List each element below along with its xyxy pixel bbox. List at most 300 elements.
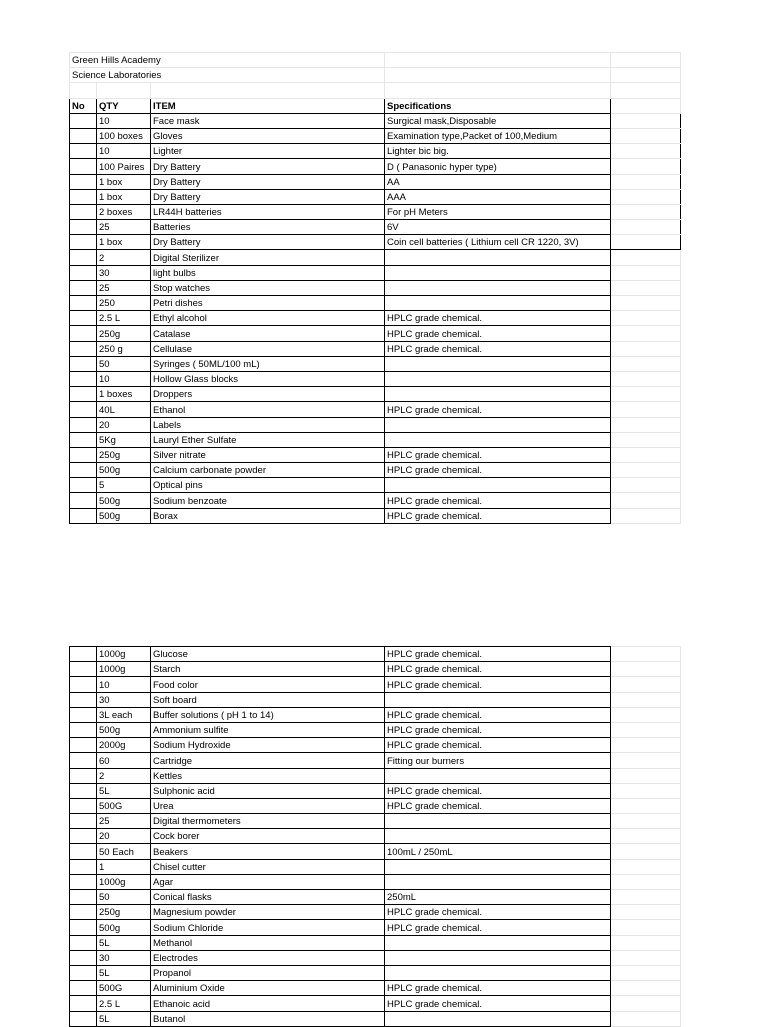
table-row	[70, 935, 681, 950]
row-spec-cell: HPLC grade chemical.	[385, 783, 611, 798]
row-spec-cell	[385, 265, 611, 280]
row-spec-cell: HPLC grade chemical.	[385, 798, 611, 813]
row-qty-cell: 5L	[97, 783, 151, 798]
row-no-cell	[70, 783, 97, 798]
row-item-cell: Starch	[151, 662, 385, 677]
row-no-cell	[70, 280, 97, 295]
row-no-cell	[70, 174, 97, 189]
table-row	[70, 402, 681, 417]
row-item-cell: Petri dishes	[151, 296, 385, 311]
row-no-cell	[70, 996, 97, 1011]
row-spec-cell: HPLC grade chemical.	[385, 402, 611, 417]
row-no-cell	[70, 829, 97, 844]
row-item-cell: Propanol	[151, 965, 385, 980]
row-no-cell	[70, 311, 97, 326]
row-spec-cell	[385, 935, 611, 950]
table-row	[70, 128, 681, 143]
empty-cell	[611, 996, 681, 1011]
table-row	[70, 920, 681, 935]
empty-cell	[611, 508, 681, 523]
row-item-cell: Digital Sterilizer	[151, 250, 385, 265]
empty-cell	[611, 905, 681, 920]
row-no-cell	[70, 738, 97, 753]
empty-cell	[611, 722, 681, 737]
table-row	[70, 677, 681, 692]
row-spec-cell	[385, 250, 611, 265]
row-item-cell: Lighter	[151, 144, 385, 159]
row-qty-cell: 2000g	[97, 738, 151, 753]
table-row	[70, 859, 681, 874]
row-spec-cell	[385, 478, 611, 493]
row-no-cell	[70, 113, 97, 128]
table-row	[70, 965, 681, 980]
row-spec-cell	[385, 417, 611, 432]
row-qty-cell: 30	[97, 950, 151, 965]
column-header-no: No	[70, 98, 97, 113]
row-qty-cell: 40L	[97, 402, 151, 417]
row-spec-cell: HPLC grade chemical.	[385, 920, 611, 935]
table-row	[70, 783, 681, 798]
row-spec-cell: D ( Panasonic hyper type)	[385, 159, 611, 174]
empty-cell	[611, 463, 681, 478]
row-item-cell: Agar	[151, 874, 385, 889]
row-item-cell: Sulphonic acid	[151, 783, 385, 798]
empty-cell	[611, 387, 681, 402]
table-row	[70, 647, 681, 662]
empty-cell	[611, 311, 681, 326]
row-qty-cell: 10	[97, 371, 151, 386]
column-header-qty: QTY	[97, 98, 151, 113]
spacer-row	[70, 83, 681, 98]
row-qty-cell: 500g	[97, 493, 151, 508]
row-spec-cell: HPLC grade chemical.	[385, 311, 611, 326]
row-spec-cell	[385, 280, 611, 295]
row-no-cell	[70, 159, 97, 174]
row-item-cell: Soft board	[151, 692, 385, 707]
empty-cell	[611, 447, 681, 462]
row-qty-cell: 500g	[97, 722, 151, 737]
row-no-cell	[70, 753, 97, 768]
table-row	[70, 341, 681, 356]
row-spec-cell: AAA	[385, 189, 611, 204]
table-row	[70, 432, 681, 447]
row-qty-cell: 20	[97, 417, 151, 432]
row-no-cell	[70, 844, 97, 859]
row-spec-cell: 100mL / 250mL	[385, 844, 611, 859]
row-item-cell: Ammonium sulfite	[151, 722, 385, 737]
inventory-table-2	[69, 646, 681, 1027]
row-item-cell: Cellulase	[151, 341, 385, 356]
row-item-cell: Dry Battery	[151, 159, 385, 174]
row-item-cell: Sodium Hydroxide	[151, 738, 385, 753]
empty-cell	[611, 128, 681, 143]
table-row	[70, 250, 681, 265]
table-row	[70, 387, 681, 402]
row-spec-cell: HPLC grade chemical.	[385, 722, 611, 737]
row-qty-cell: 2	[97, 250, 151, 265]
empty-cell	[611, 144, 681, 159]
empty-cell	[611, 296, 681, 311]
row-spec-cell: HPLC grade chemical.	[385, 341, 611, 356]
row-item-cell: Magnesium powder	[151, 905, 385, 920]
row-spec-cell: HPLC grade chemical.	[385, 647, 611, 662]
empty-cell	[611, 280, 681, 295]
header-row-school	[70, 53, 681, 68]
empty-cell	[611, 356, 681, 371]
row-no-cell	[70, 493, 97, 508]
empty-cell	[611, 738, 681, 753]
row-qty-cell: 1000g	[97, 874, 151, 889]
table-row	[70, 798, 681, 813]
row-item-cell: Droppers	[151, 387, 385, 402]
empty-cell	[611, 829, 681, 844]
row-item-cell: Labels	[151, 417, 385, 432]
row-spec-cell	[385, 859, 611, 874]
table-row	[70, 814, 681, 829]
empty-cell	[611, 159, 681, 174]
table-row	[70, 113, 681, 128]
table-row	[70, 950, 681, 965]
empty-cell	[611, 783, 681, 798]
row-qty-cell: 25	[97, 814, 151, 829]
row-no-cell	[70, 905, 97, 920]
row-no-cell	[70, 402, 97, 417]
row-no-cell	[70, 341, 97, 356]
row-qty-cell: 1000g	[97, 662, 151, 677]
empty-cell	[611, 402, 681, 417]
empty-cell	[611, 753, 681, 768]
row-no-cell	[70, 432, 97, 447]
row-no-cell	[70, 371, 97, 386]
table-row	[70, 296, 681, 311]
row-no-cell	[70, 707, 97, 722]
row-spec-cell: HPLC grade chemical.	[385, 447, 611, 462]
row-spec-cell: Lighter bic big.	[385, 144, 611, 159]
row-no-cell	[70, 859, 97, 874]
row-qty-cell: 5L	[97, 1011, 151, 1026]
empty-cell	[611, 965, 681, 980]
row-item-cell: Syringes ( 50ML/100 mL)	[151, 356, 385, 371]
table-row	[70, 144, 681, 159]
row-item-cell: Gloves	[151, 128, 385, 143]
empty-cell	[611, 250, 681, 265]
row-qty-cell: 500g	[97, 920, 151, 935]
row-spec-cell: Examination type,Packet of 100,Medium	[385, 128, 611, 143]
empty-cell	[611, 950, 681, 965]
table-row	[70, 707, 681, 722]
row-qty-cell: 1 box	[97, 174, 151, 189]
row-item-cell: Aluminium Oxide	[151, 981, 385, 996]
row-item-cell: Dry Battery	[151, 189, 385, 204]
row-spec-cell: HPLC grade chemical.	[385, 662, 611, 677]
row-no-cell	[70, 722, 97, 737]
table-row	[70, 890, 681, 905]
school-name: Green Hills Academy	[70, 53, 385, 68]
header-row-department	[70, 68, 681, 83]
row-item-cell: light bulbs	[151, 265, 385, 280]
table-row	[70, 189, 681, 204]
row-no-cell	[70, 417, 97, 432]
table-row	[70, 662, 681, 677]
row-no-cell	[70, 874, 97, 889]
row-no-cell	[70, 189, 97, 204]
table-row	[70, 844, 681, 859]
row-no-cell	[70, 387, 97, 402]
empty-cell	[611, 647, 681, 662]
row-item-cell: Batteries	[151, 220, 385, 235]
row-no-cell	[70, 965, 97, 980]
table-row	[70, 463, 681, 478]
inventory-sheet-top	[69, 52, 681, 524]
row-item-cell: Sodium benzoate	[151, 493, 385, 508]
row-qty-cell: 2.5 L	[97, 996, 151, 1011]
row-no-cell	[70, 478, 97, 493]
row-qty-cell: 10	[97, 144, 151, 159]
column-header-spec: Specifications	[385, 98, 611, 113]
table-row	[70, 174, 681, 189]
empty-cell	[611, 220, 681, 235]
table-row	[70, 996, 681, 1011]
row-no-cell	[70, 950, 97, 965]
row-qty-cell: 100 Paires	[97, 159, 151, 174]
row-spec-cell: HPLC grade chemical.	[385, 326, 611, 341]
empty-cell	[611, 874, 681, 889]
row-qty-cell: 60	[97, 753, 151, 768]
row-no-cell	[70, 144, 97, 159]
row-no-cell	[70, 935, 97, 950]
row-item-cell: Electrodes	[151, 950, 385, 965]
row-item-cell: Conical flasks	[151, 890, 385, 905]
row-qty-cell: 30	[97, 692, 151, 707]
row-qty-cell: 5L	[97, 965, 151, 980]
table-row	[70, 692, 681, 707]
row-spec-cell: 250mL	[385, 890, 611, 905]
inventory-table-1	[69, 52, 681, 524]
table-row	[70, 280, 681, 295]
row-qty-cell: 50	[97, 890, 151, 905]
row-item-cell: Ethanoic acid	[151, 996, 385, 1011]
empty-cell	[611, 417, 681, 432]
row-qty-cell: 1 box	[97, 189, 151, 204]
empty-cell	[611, 371, 681, 386]
row-qty-cell: 2 boxes	[97, 204, 151, 219]
row-spec-cell: HPLC grade chemical.	[385, 707, 611, 722]
table-row	[70, 235, 681, 250]
row-item-cell: Glucose	[151, 647, 385, 662]
row-item-cell: Calcium carbonate powder	[151, 463, 385, 478]
row-no-cell	[70, 798, 97, 813]
row-item-cell: Borax	[151, 508, 385, 523]
row-no-cell	[70, 220, 97, 235]
empty-cell	[611, 493, 681, 508]
row-item-cell: LR44H batteries	[151, 204, 385, 219]
empty-cell	[611, 189, 681, 204]
row-no-cell	[70, 463, 97, 478]
row-no-cell	[70, 692, 97, 707]
empty-cell	[611, 768, 681, 783]
row-spec-cell	[385, 356, 611, 371]
row-no-cell	[70, 250, 97, 265]
row-no-cell	[70, 647, 97, 662]
row-item-cell: Ethyl alcohol	[151, 311, 385, 326]
row-qty-cell: 10	[97, 113, 151, 128]
table-row	[70, 722, 681, 737]
table-row	[70, 738, 681, 753]
row-qty-cell: 100 boxes	[97, 128, 151, 143]
table-row	[70, 371, 681, 386]
row-qty-cell: 1 box	[97, 235, 151, 250]
empty-cell	[611, 920, 681, 935]
column-header-row	[70, 98, 681, 113]
table-row	[70, 874, 681, 889]
row-no-cell	[70, 890, 97, 905]
row-spec-cell: Coin cell batteries ( Lithium cell CR 1220, 3V)	[385, 235, 611, 250]
row-qty-cell: 250 g	[97, 341, 151, 356]
table-row	[70, 753, 681, 768]
row-no-cell	[70, 356, 97, 371]
row-item-cell: Cock borer	[151, 829, 385, 844]
row-spec-cell	[385, 768, 611, 783]
row-spec-cell	[385, 432, 611, 447]
empty-cell	[611, 692, 681, 707]
row-spec-cell: HPLC grade chemical.	[385, 463, 611, 478]
table-row	[70, 265, 681, 280]
row-spec-cell	[385, 387, 611, 402]
row-qty-cell: 250g	[97, 326, 151, 341]
row-no-cell	[70, 981, 97, 996]
row-no-cell	[70, 768, 97, 783]
row-item-cell: Digital thermometers	[151, 814, 385, 829]
table-row	[70, 478, 681, 493]
row-qty-cell: 1	[97, 859, 151, 874]
row-qty-cell: 25	[97, 280, 151, 295]
empty-cell	[611, 174, 681, 189]
row-item-cell: Dry Battery	[151, 174, 385, 189]
table-row	[70, 905, 681, 920]
empty-cell	[611, 662, 681, 677]
row-qty-cell: 2.5 L	[97, 311, 151, 326]
row-qty-cell: 25	[97, 220, 151, 235]
row-item-cell: Cartridge	[151, 753, 385, 768]
row-no-cell	[70, 265, 97, 280]
row-qty-cell: 1 boxes	[97, 387, 151, 402]
row-qty-cell: 250g	[97, 447, 151, 462]
table-row	[70, 417, 681, 432]
row-spec-cell: HPLC grade chemical.	[385, 981, 611, 996]
row-qty-cell: 20	[97, 829, 151, 844]
row-spec-cell: HPLC grade chemical.	[385, 905, 611, 920]
empty-cell	[611, 204, 681, 219]
row-spec-cell: Fitting our burners	[385, 753, 611, 768]
row-spec-cell	[385, 874, 611, 889]
row-item-cell: Beakers	[151, 844, 385, 859]
row-item-cell: Face mask	[151, 113, 385, 128]
row-item-cell: Food color	[151, 677, 385, 692]
row-no-cell	[70, 508, 97, 523]
row-qty-cell: 1000g	[97, 647, 151, 662]
row-no-cell	[70, 204, 97, 219]
row-qty-cell: 50	[97, 356, 151, 371]
row-qty-cell: 250	[97, 296, 151, 311]
row-spec-cell: AA	[385, 174, 611, 189]
row-item-cell: Optical pins	[151, 478, 385, 493]
row-spec-cell: HPLC grade chemical.	[385, 508, 611, 523]
empty-cell	[611, 707, 681, 722]
row-no-cell	[70, 235, 97, 250]
inventory-sheet-bottom	[69, 646, 681, 1027]
row-no-cell	[70, 326, 97, 341]
empty-cell	[611, 677, 681, 692]
empty-cell	[611, 326, 681, 341]
row-qty-cell: 30	[97, 265, 151, 280]
empty-cell	[611, 844, 681, 859]
row-item-cell: Hollow Glass blocks	[151, 371, 385, 386]
table-row	[70, 356, 681, 371]
table-row	[70, 447, 681, 462]
empty-cell	[611, 478, 681, 493]
empty-cell	[611, 859, 681, 874]
row-qty-cell: 5L	[97, 935, 151, 950]
row-qty-cell: 2	[97, 768, 151, 783]
row-item-cell: Lauryl Ether Sulfate	[151, 432, 385, 447]
row-spec-cell: HPLC grade chemical.	[385, 738, 611, 753]
row-item-cell: Buffer solutions ( pH 1 to 14)	[151, 707, 385, 722]
row-spec-cell	[385, 371, 611, 386]
empty-cell	[611, 798, 681, 813]
empty-cell	[611, 935, 681, 950]
empty-cell	[611, 113, 681, 128]
row-spec-cell	[385, 965, 611, 980]
row-qty-cell: 50 Each	[97, 844, 151, 859]
row-item-cell: Chisel cutter	[151, 859, 385, 874]
row-spec-cell	[385, 829, 611, 844]
table-row	[70, 311, 681, 326]
row-spec-cell	[385, 950, 611, 965]
row-spec-cell: 6V	[385, 220, 611, 235]
table-row	[70, 829, 681, 844]
row-qty-cell: 500G	[97, 981, 151, 996]
table-row	[70, 508, 681, 523]
row-no-cell	[70, 677, 97, 692]
table-row	[70, 981, 681, 996]
table-row	[70, 493, 681, 508]
row-no-cell	[70, 814, 97, 829]
row-item-cell: Dry Battery	[151, 235, 385, 250]
row-item-cell: Ethanol	[151, 402, 385, 417]
row-item-cell: Stop watches	[151, 280, 385, 295]
row-spec-cell: HPLC grade chemical.	[385, 677, 611, 692]
table-row	[70, 159, 681, 174]
row-qty-cell: 500G	[97, 798, 151, 813]
column-header-item: ITEM	[151, 98, 385, 113]
row-qty-cell: 250g	[97, 905, 151, 920]
row-spec-cell	[385, 692, 611, 707]
empty-cell	[611, 432, 681, 447]
row-item-cell: Kettles	[151, 768, 385, 783]
row-spec-cell: For pH Meters	[385, 204, 611, 219]
row-item-cell: Silver nitrate	[151, 447, 385, 462]
empty-cell	[611, 981, 681, 996]
row-spec-cell: HPLC grade chemical.	[385, 996, 611, 1011]
table-row	[70, 204, 681, 219]
row-qty-cell: 10	[97, 677, 151, 692]
row-spec-cell: HPLC grade chemical.	[385, 493, 611, 508]
row-no-cell	[70, 447, 97, 462]
row-item-cell: Sodium Chloride	[151, 920, 385, 935]
table-row	[70, 768, 681, 783]
row-spec-cell: Surgical mask,Disposable	[385, 113, 611, 128]
row-item-cell: Butanol	[151, 1011, 385, 1026]
